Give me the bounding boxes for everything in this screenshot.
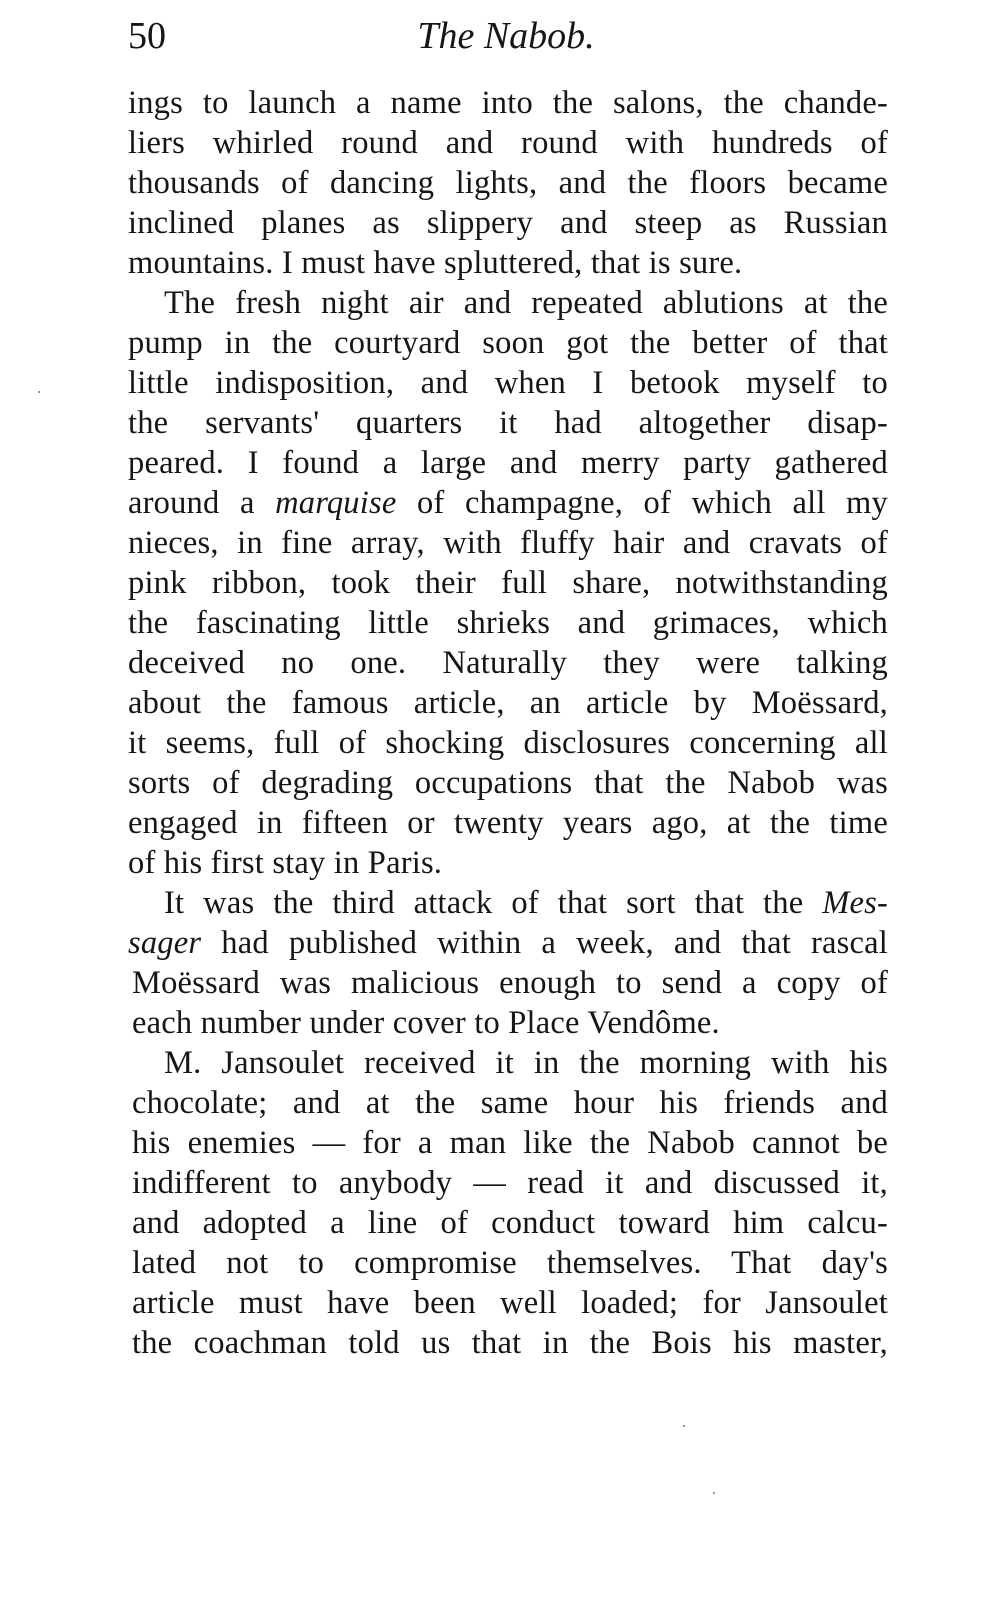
text-run: It was the third attack of that sort that the: [164, 885, 823, 921]
text-line: each number under cover to Place Vendôme.: [132, 1005, 720, 1041]
text-line: inclined planes as slippery and steep as Russian: [128, 205, 888, 241]
text-line: and adopted a line of conduct toward him calcu-: [132, 1205, 888, 1241]
text-line: about the famous article, an article by Moëssard,: [128, 685, 888, 721]
text-line: the coachman told us that in the Bois his master,: [132, 1325, 888, 1361]
text-line: nieces, in fine array, with fluffy hair and cravats of: [128, 525, 888, 561]
italic-word: Mes-: [822, 885, 888, 921]
text-line: chocolate; and at the same hour his friends and: [132, 1085, 888, 1121]
text-line: his enemies — for a man like the Nabob cannot be: [132, 1125, 888, 1161]
text-run: of champagne, of which all my: [396, 485, 888, 521]
text-line: ings to launch a name into the salons, the chande-: [128, 85, 888, 121]
text-line: indifferent to anybody — read it and discussed it,: [132, 1165, 888, 1201]
text-line: article must have been well loaded; for Jansoulet: [132, 1285, 888, 1321]
paper-speck: [38, 391, 40, 393]
italic-word: marquise: [275, 485, 397, 521]
text-line: of his first stay in Paris.: [128, 845, 443, 881]
text-line: peared. I found a large and merry party gathered: [128, 445, 888, 481]
text-line: it seems, full of shocking disclosures concerning all: [128, 725, 888, 761]
text-line: Moëssard was malicious enough to send a copy of: [132, 965, 888, 1001]
text-line: the servants' quarters it had altogether disap-: [128, 405, 888, 441]
text-line: M. Jansoulet received it in the morning with his: [164, 1045, 888, 1081]
text-line: little indisposition, and when I betook myself to: [128, 365, 888, 401]
text-line: The fresh night air and repeated ablutions at the: [164, 285, 888, 321]
text-line: lated not to compromise themselves. That day's: [132, 1245, 888, 1281]
text-line: thousands of dancing lights, and the floors became: [128, 165, 888, 201]
text-line: mountains. I must have spluttered, that is sure.: [128, 245, 743, 281]
text-line: the fascinating little shrieks and grimaces, which: [128, 605, 888, 641]
text-line: [128, 483, 888, 523]
text-line: engaged in fifteen or twenty years ago, at the time: [128, 805, 888, 841]
text-line: sorts of degrading occupations that the Nabob was: [128, 765, 888, 801]
text-line: deceived no one. Naturally they were talking: [128, 645, 888, 681]
text-line: [128, 883, 888, 923]
text-line: pump in the courtyard soon got the better of that: [128, 325, 888, 361]
paper-speck: [713, 1492, 715, 1494]
text-line: [128, 923, 888, 963]
running-title: The Nabob.: [417, 15, 595, 57]
paper-speck: [683, 1425, 685, 1427]
text-run: around a: [128, 485, 276, 521]
text-line: pink ribbon, took their full share, notwithstanding: [128, 565, 888, 601]
text-line: liers whirled round and round with hundreds of: [128, 125, 888, 161]
body-text: [128, 83, 888, 1363]
italic-word: sager: [128, 925, 202, 961]
text-run: had published within a week, and that rascal: [201, 925, 888, 961]
page-number: 50: [128, 15, 166, 57]
